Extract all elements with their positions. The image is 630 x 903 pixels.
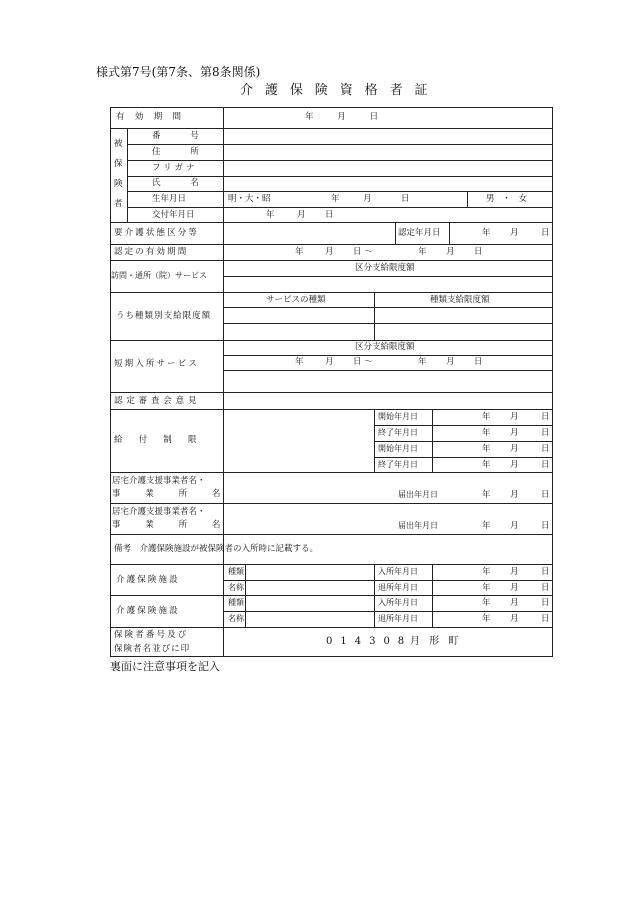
type-limit-amount-header: 種類支給限度額 — [430, 295, 490, 305]
facility-1-name-label: 名称 — [228, 583, 244, 592]
cert-to-year: 年 — [418, 247, 427, 257]
facility-1-admit-day: 日 — [541, 567, 550, 577]
care-support-1-month: 月 — [510, 490, 519, 500]
restriction-row-3-month: 月 — [510, 444, 519, 454]
cert-from-month: 月 — [325, 247, 334, 257]
short-to-day: 日 — [474, 357, 483, 367]
restriction-row-4-day: 日 — [541, 460, 550, 470]
restriction-row-4-month: 月 — [510, 460, 519, 470]
short-from-year: 年 — [295, 357, 304, 367]
restriction-row-3-day: 日 — [541, 444, 550, 454]
facility-2-discharge-month: 月 — [510, 614, 519, 624]
restriction-row-1-month: 月 — [510, 412, 519, 422]
short-from-month: 月 — [325, 357, 334, 367]
facility-1-admit-year: 年 — [482, 567, 491, 577]
insurer-name: 月 形 町 — [410, 636, 462, 647]
issue-year: 年 — [266, 210, 275, 220]
review-opinion-label: 認定審査会意見 — [114, 396, 201, 406]
care-support-1-label-line1: 居宅介護支援事業者名・ — [112, 476, 206, 486]
short-stay-label: 短期入所サービス — [114, 359, 200, 369]
benefit-restriction-label: 給付制限 — [114, 435, 213, 445]
birth-year: 年 — [331, 194, 340, 204]
facility-1-admit-label: 入所年月日 — [378, 567, 418, 576]
cert-from-day: 日 〜 — [353, 247, 373, 257]
validity-label: 有 効 期 間 — [116, 112, 185, 122]
insured-group-char-4: 者 — [114, 199, 123, 209]
care-support-1-year: 年 — [482, 490, 491, 500]
facility-1-admit-month: 月 — [510, 567, 519, 577]
short-stay-limit-label: 区分支給限度額 — [355, 342, 415, 352]
sex-options: 男 ・ 女 — [486, 194, 530, 204]
restriction-row-3-year: 年 — [482, 444, 491, 454]
insured-address-label: 住 所 — [152, 147, 213, 157]
restriction-row-2-year: 年 — [482, 428, 491, 438]
facility-2-admit-year: 年 — [482, 598, 491, 608]
insurer-label-line1: 保険者番号及び — [114, 630, 189, 640]
cert-year: 年 — [482, 228, 491, 238]
cert-from-year: 年 — [295, 247, 304, 257]
facility-2-admit-month: 月 — [510, 598, 519, 608]
birth-month: 月 — [363, 194, 372, 204]
care-support-2-year: 年 — [482, 521, 491, 531]
insured-name-label: 氏 名 — [152, 178, 213, 188]
facility-2-admit-label: 入所年月日 — [378, 598, 418, 607]
care-support-2-day: 日 — [541, 521, 550, 531]
facility-1-type-label: 種類 — [228, 567, 244, 576]
care-support-2-month: 月 — [510, 521, 519, 531]
facility-2-name-label: 名称 — [228, 614, 244, 623]
insured-number-label: 番 号 — [152, 131, 213, 141]
insurer-label-line2: 保険者名並びに印 — [114, 644, 191, 654]
facility-1-label: 介護保険施設 — [116, 575, 180, 585]
cert-day: 日 — [541, 228, 550, 238]
care-support-1-notify-label: 届出年月日 — [398, 490, 438, 499]
remarks-text: 備考 介護保険施設が被保険者の入所時に記載する。 — [114, 544, 319, 554]
facility-2-discharge-label: 退所年月日 — [378, 614, 418, 623]
short-from-day: 日 〜 — [353, 357, 373, 367]
restriction-row-1-year: 年 — [482, 412, 491, 422]
insured-group-char-3: 険 — [114, 179, 123, 189]
facility-2-discharge-year: 年 — [482, 614, 491, 624]
insured-furigana-label: フリガナ — [152, 163, 198, 173]
care-support-1-day: 日 — [541, 490, 550, 500]
care-level-label: 要介護状態区分等 — [114, 228, 200, 238]
care-support-2-notify-label: 届出年月日 — [398, 521, 438, 530]
cert-to-month: 月 — [446, 247, 455, 257]
facility-1-discharge-label: 退所年月日 — [378, 583, 418, 592]
page-title: 介 護 保 険 資 格 者 証 — [240, 83, 432, 98]
restriction-row-3-label: 開始年月日 — [378, 444, 418, 453]
care-support-2-label-line2: 事 業 所 名 — [112, 520, 232, 530]
era-options: 明・大・昭 — [228, 194, 271, 204]
restriction-row-1-label: 開始年月日 — [378, 412, 418, 421]
service-type-header: サービスの種類 — [266, 295, 326, 305]
short-to-year: 年 — [418, 357, 427, 367]
issue-month: 月 — [297, 210, 306, 220]
issue-day: 日 — [325, 210, 334, 220]
facility-1-discharge-month: 月 — [510, 583, 519, 593]
cert-month: 月 — [510, 228, 519, 238]
insured-group-char-2: 保 — [114, 159, 123, 169]
restriction-row-1-day: 日 — [541, 412, 550, 422]
footer-note: 裏面に注意事項を記入 — [110, 660, 220, 673]
facility-2-admit-day: 日 — [541, 598, 550, 608]
visit-limit-label: 区分支給限度額 — [355, 263, 415, 273]
facility-1-discharge-year: 年 — [482, 583, 491, 593]
validity-value: 年 月 日 — [305, 112, 386, 122]
restriction-row-2-day: 日 — [541, 428, 550, 438]
form-number: 様式第7号(第7条、第8条関係) — [96, 65, 261, 79]
cert-to-day: 日 — [474, 247, 483, 257]
cert-date-label: 認定年月日 — [398, 228, 441, 238]
restriction-row-4-label: 終了年月日 — [378, 460, 418, 469]
restriction-row-2-month: 月 — [510, 428, 519, 438]
insured-group-char-1: 被 — [114, 139, 123, 149]
cert-period-label: 認定の有効期間 — [114, 247, 189, 257]
insurer-number: 014308 — [326, 636, 413, 647]
care-support-1-label-line2: 事 業 所 名 — [112, 489, 232, 499]
restriction-row-4-year: 年 — [482, 460, 491, 470]
type-limit-label: うち種類別支給限度額 — [116, 311, 212, 321]
insured-birth-label: 生年月日 — [152, 194, 187, 204]
visit-service-label: 訪問・通所（院）サービス — [111, 271, 207, 280]
restriction-row-2-label: 終了年月日 — [378, 428, 418, 437]
facility-2-discharge-day: 日 — [541, 614, 550, 624]
facility-2-label: 介護保険施設 — [116, 606, 180, 616]
facility-2-type-label: 種類 — [228, 598, 244, 607]
short-to-month: 月 — [446, 357, 455, 367]
care-support-2-label-line1: 居宅介護支援事業者名・ — [112, 507, 206, 517]
facility-1-discharge-day: 日 — [541, 583, 550, 593]
issue-date-label: 交付年月日 — [152, 210, 195, 220]
birth-day: 日 — [401, 194, 410, 204]
